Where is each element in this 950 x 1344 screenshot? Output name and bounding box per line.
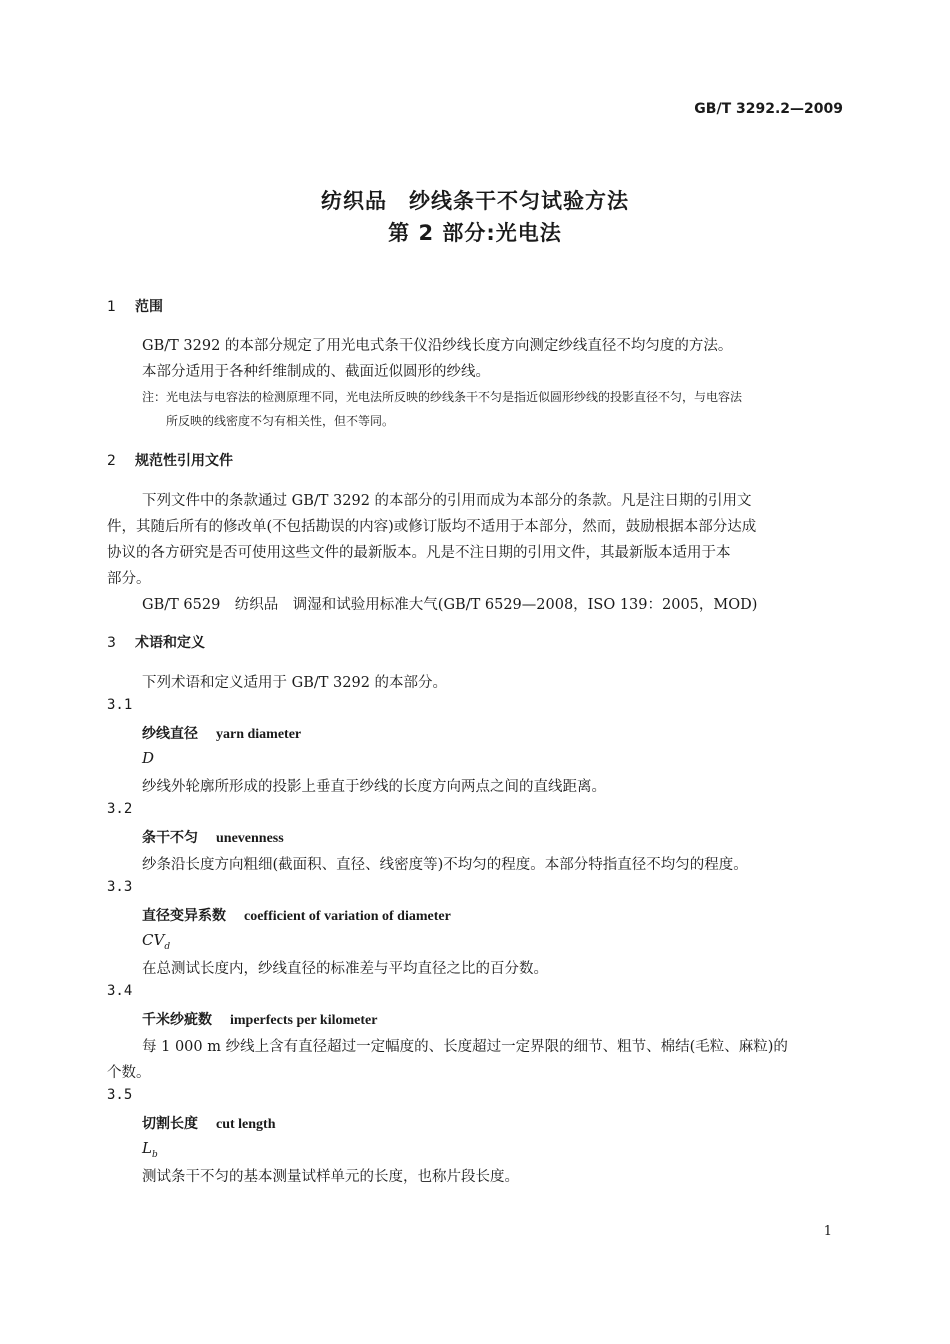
term-english: cut length <box>216 1117 276 1132</box>
paragraph: GB/T 3292 的本部分规定了用光电式条干仪沿纱线长度方向测定纱线直径不均匀度的方法。 <box>142 338 733 354</box>
section-title: 术语和定义 <box>135 635 205 651</box>
section-title: 范围 <box>135 299 163 315</box>
term-chinese: 纱线直径 <box>142 726 198 742</box>
paragraph: 下列术语和定义适用于 GB/T 3292 的本部分。 <box>142 675 448 691</box>
symbol-subscript: d <box>164 942 171 952</box>
term-chinese: 切割长度 <box>142 1116 198 1132</box>
term-chinese: 条干不匀 <box>142 830 198 846</box>
term-definition: 纱条沿长度方向粗细(截面积、直径、线密度等)不均匀的程度。本部分特指直径不均匀的程度。 <box>142 857 748 873</box>
symbol-main: CV <box>142 931 165 949</box>
term-definition: 在总测试长度内，纱线直径的标准差与平均直径之比的百分数。 <box>142 961 548 977</box>
term-heading <box>142 723 301 743</box>
term-heading <box>142 1113 276 1133</box>
symbol-main: D <box>142 749 155 767</box>
note-line: 注：光电法与电容法的检测原理不同，光电法所反映的纱线条干不匀是指近似圆形纱线的投影直径不匀，与电容法 <box>142 390 743 404</box>
symbol-main: L <box>142 1139 152 1157</box>
page-number: 1 <box>823 1224 832 1239</box>
term-english: yarn diameter <box>216 727 302 742</box>
document-title-line2: 第 2 部分:光电法 <box>388 221 562 245</box>
paragraph-line: 协议的各方研究是否可使用这些文件的最新版本。凡是不注日期的引用文件，其最新版本适用于本 <box>107 545 731 561</box>
section-3-heading <box>107 632 205 652</box>
term-heading <box>142 1009 377 1029</box>
term-heading <box>142 905 451 925</box>
clause-number: 3.2 <box>107 801 133 817</box>
paragraph-line: 件，其随后所有的修改单(不包括勘误的内容)或修订版均不适用于本部分，然而，鼓励根据本部分达成 <box>107 519 757 535</box>
term-symbol <box>142 749 154 767</box>
term-english: coefficient of variation of diameter <box>244 909 451 924</box>
clause-number: 3.5 <box>107 1087 133 1103</box>
section-title: 规范性引用文件 <box>135 453 233 469</box>
paragraph-line: 部分。 <box>107 571 151 587</box>
section-2-heading <box>107 450 233 470</box>
clause-number: 3.3 <box>107 879 133 895</box>
term-definition: 纱线外轮廓所形成的投影上垂直于纱线的长度方向两点之间的直线距离。 <box>142 779 606 795</box>
term-definition: 测试条干不匀的基本测量试样单元的长度，也称片段长度。 <box>142 1169 519 1185</box>
note-line: 所反映的线密度不匀有相关性，但不等同。 <box>166 414 395 428</box>
term-chinese: 直径变异系数 <box>142 908 226 924</box>
document-title-line1: 纺织品 纱线条干不匀试验方法 <box>321 189 629 213</box>
term-definition: 每 1 000 m 纱线上含有直径超过一定幅度的、长度超过一定界限的细节、粗节、棉结(毛粒、麻粒)的 <box>142 1039 788 1055</box>
symbol-subscript: b <box>151 1150 158 1160</box>
term-symbol <box>142 931 170 952</box>
clause-number: 3.1 <box>107 697 133 713</box>
term-chinese: 千米纱疵数 <box>142 1012 212 1028</box>
section-number: 2 <box>107 453 116 469</box>
term-symbol <box>142 1139 158 1160</box>
term-definition-continued: 个数。 <box>107 1065 151 1081</box>
section-1-heading <box>107 296 163 316</box>
section-number: 3 <box>107 635 116 651</box>
normative-reference: GB/T 6529 纺织品 调湿和试验用标准大气(GB/T 6529—2008，ISO 139：2005，MOD) <box>142 597 758 613</box>
term-english: unevenness <box>216 831 284 846</box>
term-english: imperfects per kilometer <box>230 1013 378 1028</box>
section-number: 1 <box>107 299 116 315</box>
standard-number: GB/T 3292.2—2009 <box>694 101 843 117</box>
term-heading <box>142 827 284 847</box>
paragraph-line: 下列文件中的条款通过 GB/T 3292 的本部分的引用而成为本部分的条款。凡是注日期的引用文 <box>142 493 752 509</box>
paragraph: 本部分适用于各种纤维制成的、截面近似圆形的纱线。 <box>142 364 490 380</box>
clause-number: 3.4 <box>107 983 133 999</box>
